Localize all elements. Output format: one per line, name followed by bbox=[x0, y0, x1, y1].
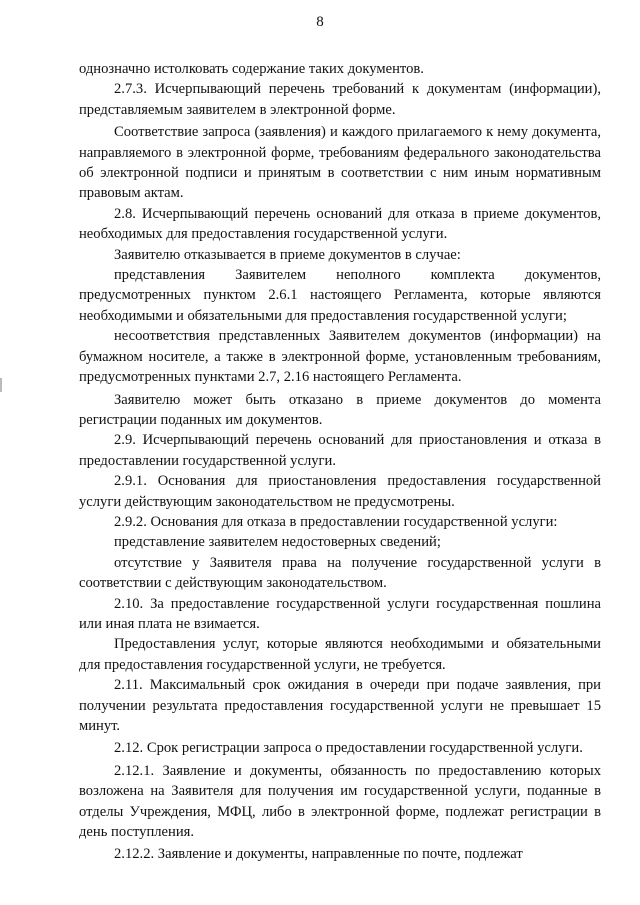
paragraph-2-9: 2.9. Исчерпывающий перечень оснований для приостановления и отказа в предоставлении государственной услуги. bbox=[79, 432, 601, 469]
paragraph-incomplete-set: представления Заявителем неполного комплекта документов, предусмотренных пунктом 2.6.1 настоящего Регламента, которые являются необходимыми и обязательными для предоставления государственной услуги; bbox=[79, 267, 601, 324]
scan-edge-mark bbox=[0, 378, 2, 392]
paragraph-2-11: 2.11. Максимальный срок ожидания в очереди при подаче заявления, при получении результата предоставления государственной услуги не превышает 15 минут. bbox=[79, 677, 601, 734]
paragraph-refusal-until-registration: Заявителю может быть отказано в приеме документов до момента регистрации поданных им документов. bbox=[79, 391, 601, 428]
paragraph-no-right: отсутствие у Заявителя права на получение государственной услуги в соответствии с действующим законодательством. bbox=[79, 554, 601, 592]
paragraph-2-12-1: 2.12.1. Заявление и документы, обязанность по предоставлению которых возложена на Заявителя для получения им государственной услуги, поданные в отделы Учреждения, МФЦ, либо в электронной форме, подлежат регистрации в день поступления. bbox=[79, 762, 601, 841]
paragraph-2-7-3: 2.7.3. Исчерпывающий перечень требований к документам (информации), представляемым заявителем в электронной форме. bbox=[79, 81, 601, 118]
paragraph-2-10: 2.10. За предоставление государственной услуги государственная пошлина или иная плата не взимается. bbox=[79, 595, 601, 632]
page-number: 8 bbox=[316, 14, 324, 30]
paragraph-necessary-services: Предоставления услуг, которые являются необходимыми и обязательными для предоставления государственной услуги, не требуется. bbox=[79, 636, 601, 673]
document-body bbox=[79, 59, 601, 865]
paragraph-2-8: 2.8. Исчерпывающий перечень оснований для отказа в приеме документов, необходимых для предоставления государственной услуги. bbox=[79, 205, 601, 243]
paragraph-2-12: 2.12. Срок регистрации запроса о предоставлении государственной услуги. bbox=[114, 740, 583, 757]
paragraph-2-9-2: 2.9.2. Основания для отказа в предоставлении государственной услуги: bbox=[114, 513, 558, 530]
paragraph-refusal-intro: Заявителю отказывается в приеме документов в случае: bbox=[114, 246, 461, 263]
paragraph-compliance: Соответствие запроса (заявления) и каждого прилагаемого к нему документа, направляемого в электронной форме, требованиям федерального законодательства об электронной подписи и принятым в соответствии с ним иным нормативным правовым актам. bbox=[79, 124, 601, 202]
paragraph-false-info: представление заявителем недостоверных сведений; bbox=[114, 534, 441, 551]
paragraph-nonconformity: несоответствия представленных Заявителем документов (информации) на бумажном носителе, а также в электронной форме, установленным требованиям, предусмотренных пунктами 2.7, 2.16 настоящего Регламента. bbox=[79, 328, 601, 386]
paragraph-continuation: однозначно истолковать содержание таких документов. bbox=[79, 61, 424, 77]
paragraph-2-9-1: 2.9.1. Основания для приостановления предоставления государственной услуги действующим законодательством не предусмотрены. bbox=[79, 473, 601, 510]
paragraph-2-12-2: 2.12.2. Заявление и документы, направленные по почте, подлежат bbox=[114, 846, 523, 863]
